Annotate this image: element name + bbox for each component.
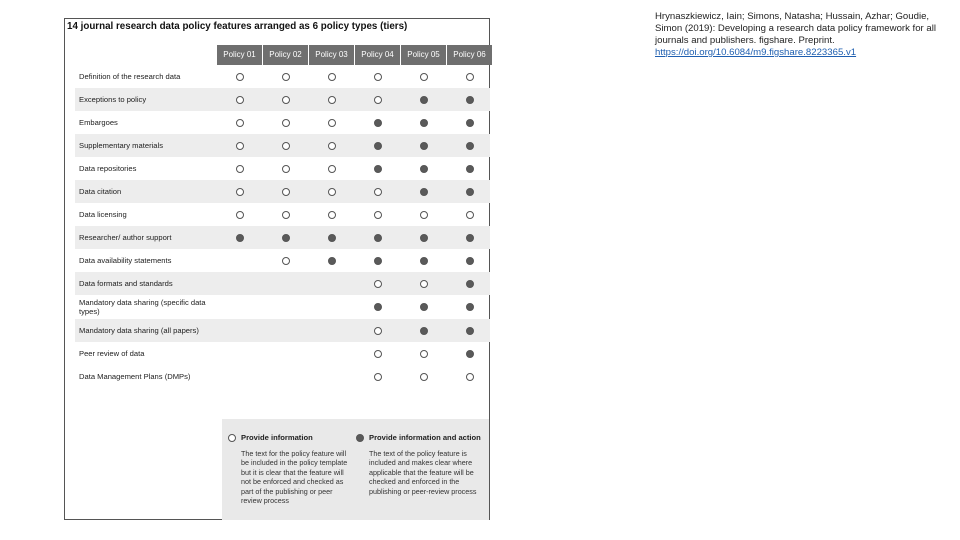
policy-cell bbox=[309, 295, 354, 319]
feature-label: Data repositories bbox=[79, 164, 137, 173]
feature-row bbox=[75, 249, 490, 272]
open-circle-icon bbox=[282, 165, 290, 173]
open-circle-icon bbox=[282, 188, 290, 196]
policy-cell bbox=[447, 157, 492, 180]
policy-cell bbox=[355, 249, 400, 272]
feature-row bbox=[75, 272, 490, 295]
legend-open-title: Provide information bbox=[241, 433, 313, 442]
policy-cell bbox=[263, 134, 308, 157]
policy-cell bbox=[217, 295, 262, 319]
policy-cell bbox=[217, 249, 262, 272]
policy-cell bbox=[217, 226, 262, 249]
feature-label: Data citation bbox=[79, 187, 122, 196]
policy-cell bbox=[447, 342, 492, 365]
filled-circle-icon bbox=[374, 119, 382, 127]
policy-cell bbox=[401, 249, 446, 272]
open-circle-icon bbox=[420, 373, 428, 381]
policy-header-2: Policy 02 bbox=[263, 45, 308, 65]
policy-cell bbox=[401, 157, 446, 180]
policy-cell bbox=[355, 88, 400, 111]
policy-cell bbox=[217, 180, 262, 203]
open-circle-icon bbox=[374, 280, 382, 288]
filled-circle-icon bbox=[466, 350, 474, 358]
legend-filled-title: Provide information and action bbox=[369, 433, 481, 442]
feature-row bbox=[75, 365, 490, 388]
policy-cell bbox=[263, 111, 308, 134]
feature-label: Data Management Plans (DMPs) bbox=[79, 372, 191, 381]
filled-circle-icon bbox=[420, 257, 428, 265]
filled-circle-icon bbox=[420, 188, 428, 196]
policy-cell bbox=[355, 134, 400, 157]
policy-cell bbox=[263, 88, 308, 111]
policy-cell bbox=[217, 272, 262, 295]
feature-label: Embargoes bbox=[79, 118, 118, 127]
open-circle-icon bbox=[236, 211, 244, 219]
policy-cell bbox=[263, 272, 308, 295]
open-circle-icon bbox=[236, 142, 244, 150]
policy-cell bbox=[355, 203, 400, 226]
filled-circle-icon bbox=[466, 119, 474, 127]
legend-filled bbox=[356, 433, 481, 496]
open-circle-icon bbox=[374, 327, 382, 335]
policy-cell bbox=[309, 319, 354, 342]
legend bbox=[222, 419, 489, 520]
citation-text: Hrynaszkiewicz, Iain; Simons, Natasha; Hussain, Azhar; Goudie, Simon (2019): Developing a research data policy framework for all journals and publishers. figshare. Preprint. bbox=[655, 11, 937, 46]
policy-figure bbox=[64, 18, 490, 520]
policy-cell bbox=[217, 111, 262, 134]
policy-cell bbox=[309, 249, 354, 272]
policy-cell bbox=[447, 180, 492, 203]
citation bbox=[655, 11, 950, 59]
open-circle-icon bbox=[420, 73, 428, 81]
policy-cell bbox=[401, 272, 446, 295]
policy-cell bbox=[355, 180, 400, 203]
open-circle-icon bbox=[282, 119, 290, 127]
policy-cell bbox=[355, 65, 400, 88]
open-circle-icon bbox=[236, 73, 244, 81]
filled-circle-icon bbox=[466, 165, 474, 173]
policy-cell bbox=[401, 342, 446, 365]
feature-row bbox=[75, 226, 490, 249]
policy-cell bbox=[447, 249, 492, 272]
figure-title: 14 journal research data policy features arranged as 6 policy types (tiers) bbox=[67, 21, 408, 32]
open-circle-icon bbox=[236, 119, 244, 127]
policy-cell bbox=[447, 272, 492, 295]
open-circle-icon bbox=[374, 373, 382, 381]
policy-cell bbox=[263, 65, 308, 88]
policy-cell bbox=[447, 134, 492, 157]
feature-row bbox=[75, 342, 490, 365]
policy-cell bbox=[309, 65, 354, 88]
policy-cell bbox=[401, 203, 446, 226]
legend-filled-description: The text of the policy feature is included and makes clear where applicable that the feature will be checked and enforced in the publishing or peer-review process bbox=[369, 449, 477, 496]
policy-cell bbox=[309, 226, 354, 249]
legend-open-description: The text for the policy feature will be included in the policy template but it is clear that the feature will not be enforced and checked as part of the publishing or peer review process bbox=[241, 449, 348, 506]
policy-cell bbox=[263, 180, 308, 203]
feature-label: Data formats and standards bbox=[79, 279, 173, 288]
policy-cell bbox=[401, 88, 446, 111]
policy-cell bbox=[309, 342, 354, 365]
filled-circle-icon bbox=[282, 234, 290, 242]
filled-circle-icon bbox=[328, 234, 336, 242]
filled-circle-icon bbox=[420, 165, 428, 173]
policy-cell bbox=[401, 65, 446, 88]
open-circle-icon bbox=[466, 73, 474, 81]
policy-cell bbox=[309, 365, 354, 388]
filled-circle-icon bbox=[328, 257, 336, 265]
policy-cell bbox=[355, 342, 400, 365]
feature-label: Data availability statements bbox=[79, 256, 172, 265]
feature-label: Supplementary materials bbox=[79, 141, 163, 150]
open-circle-icon bbox=[466, 211, 474, 219]
feature-row bbox=[75, 203, 490, 226]
open-circle-icon bbox=[466, 373, 474, 381]
open-circle-icon bbox=[374, 211, 382, 219]
policy-header-1: Policy 01 bbox=[217, 45, 262, 65]
filled-circle-icon bbox=[466, 327, 474, 335]
open-circle-icon bbox=[328, 96, 336, 104]
policy-cell bbox=[447, 226, 492, 249]
open-circle-icon bbox=[328, 73, 336, 81]
policy-cell bbox=[309, 88, 354, 111]
policy-cell bbox=[401, 295, 446, 319]
policy-cell bbox=[263, 342, 308, 365]
policy-cell bbox=[263, 157, 308, 180]
filled-circle-icon bbox=[466, 257, 474, 265]
feature-label: Mandatory data sharing (specific data types) bbox=[79, 298, 206, 316]
policy-cell bbox=[355, 272, 400, 295]
policy-cell bbox=[217, 319, 262, 342]
policy-cell bbox=[217, 342, 262, 365]
policy-cell bbox=[217, 134, 262, 157]
policy-cell bbox=[309, 180, 354, 203]
policy-cell bbox=[263, 319, 308, 342]
policy-cell bbox=[355, 295, 400, 319]
policy-cell bbox=[263, 365, 308, 388]
policy-header-row bbox=[217, 45, 493, 65]
policy-cell bbox=[447, 319, 492, 342]
filled-circle-icon bbox=[374, 257, 382, 265]
filled-circle-icon bbox=[356, 434, 364, 442]
policy-cell bbox=[217, 365, 262, 388]
filled-circle-icon bbox=[374, 165, 382, 173]
open-circle-icon bbox=[228, 434, 236, 442]
policy-header-3: Policy 03 bbox=[309, 45, 354, 65]
policy-cell bbox=[401, 180, 446, 203]
policy-cell bbox=[263, 295, 308, 319]
open-circle-icon bbox=[420, 280, 428, 288]
policy-cell bbox=[355, 111, 400, 134]
policy-cell bbox=[355, 226, 400, 249]
open-circle-icon bbox=[374, 350, 382, 358]
filled-circle-icon bbox=[466, 303, 474, 311]
open-circle-icon bbox=[328, 211, 336, 219]
citation-doi-link[interactable]: https://doi.org/10.6084/m9.figshare.8223365.v1 bbox=[655, 47, 857, 58]
filled-circle-icon bbox=[466, 280, 474, 288]
policy-cell bbox=[309, 203, 354, 226]
policy-cell bbox=[217, 203, 262, 226]
policy-cell bbox=[355, 319, 400, 342]
policy-header-5: Policy 05 bbox=[401, 45, 446, 65]
open-circle-icon bbox=[328, 119, 336, 127]
feature-label: Peer review of data bbox=[79, 349, 145, 358]
feature-row bbox=[75, 319, 490, 342]
open-circle-icon bbox=[328, 188, 336, 196]
policy-cell bbox=[447, 111, 492, 134]
open-circle-icon bbox=[420, 211, 428, 219]
open-circle-icon bbox=[328, 165, 336, 173]
policy-cell bbox=[355, 365, 400, 388]
open-circle-icon bbox=[374, 96, 382, 104]
policy-cell bbox=[401, 365, 446, 388]
filled-circle-icon bbox=[420, 303, 428, 311]
feature-label: Exceptions to policy bbox=[79, 95, 147, 104]
filled-circle-icon bbox=[420, 119, 428, 127]
feature-row bbox=[75, 180, 490, 203]
open-circle-icon bbox=[282, 73, 290, 81]
policy-cell bbox=[309, 111, 354, 134]
open-circle-icon bbox=[282, 96, 290, 104]
feature-label: Researcher/ author support bbox=[79, 233, 172, 242]
policy-cell bbox=[309, 134, 354, 157]
open-circle-icon bbox=[282, 142, 290, 150]
filled-circle-icon bbox=[374, 303, 382, 311]
legend-open bbox=[228, 433, 353, 505]
policy-cell bbox=[263, 203, 308, 226]
policy-cell bbox=[447, 203, 492, 226]
open-circle-icon bbox=[236, 96, 244, 104]
open-circle-icon bbox=[282, 257, 290, 265]
filled-circle-icon bbox=[420, 234, 428, 242]
policy-cell bbox=[217, 157, 262, 180]
open-circle-icon bbox=[282, 211, 290, 219]
filled-circle-icon bbox=[466, 142, 474, 150]
feature-label: Data licensing bbox=[79, 210, 127, 219]
policy-cell bbox=[401, 134, 446, 157]
open-circle-icon bbox=[236, 188, 244, 196]
feature-row bbox=[75, 88, 490, 111]
policy-cell bbox=[447, 365, 492, 388]
policy-cell bbox=[355, 157, 400, 180]
policy-cell bbox=[263, 249, 308, 272]
open-circle-icon bbox=[374, 188, 382, 196]
feature-label: Definition of the research data bbox=[79, 72, 181, 81]
filled-circle-icon bbox=[374, 142, 382, 150]
filled-circle-icon bbox=[466, 188, 474, 196]
policy-cell bbox=[263, 226, 308, 249]
policy-header-4: Policy 04 bbox=[355, 45, 400, 65]
feature-row bbox=[75, 134, 490, 157]
filled-circle-icon bbox=[466, 234, 474, 242]
filled-circle-icon bbox=[466, 96, 474, 104]
feature-row bbox=[75, 65, 490, 88]
feature-row bbox=[75, 111, 490, 134]
policy-cell bbox=[217, 65, 262, 88]
policy-cell bbox=[447, 88, 492, 111]
feature-table bbox=[75, 65, 490, 388]
policy-cell bbox=[309, 157, 354, 180]
policy-cell bbox=[309, 272, 354, 295]
policy-cell bbox=[217, 88, 262, 111]
filled-circle-icon bbox=[374, 234, 382, 242]
feature-label: Mandatory data sharing (all papers) bbox=[79, 326, 199, 335]
policy-cell bbox=[401, 111, 446, 134]
open-circle-icon bbox=[236, 165, 244, 173]
policy-cell bbox=[401, 319, 446, 342]
open-circle-icon bbox=[328, 142, 336, 150]
filled-circle-icon bbox=[420, 327, 428, 335]
policy-cell bbox=[447, 65, 492, 88]
filled-circle-icon bbox=[420, 142, 428, 150]
policy-cell bbox=[447, 295, 492, 319]
policy-cell bbox=[401, 226, 446, 249]
feature-row bbox=[75, 295, 490, 319]
filled-circle-icon bbox=[236, 234, 244, 242]
filled-circle-icon bbox=[420, 96, 428, 104]
open-circle-icon bbox=[374, 73, 382, 81]
open-circle-icon bbox=[420, 350, 428, 358]
feature-row bbox=[75, 157, 490, 180]
policy-header-6: Policy 06 bbox=[447, 45, 492, 65]
